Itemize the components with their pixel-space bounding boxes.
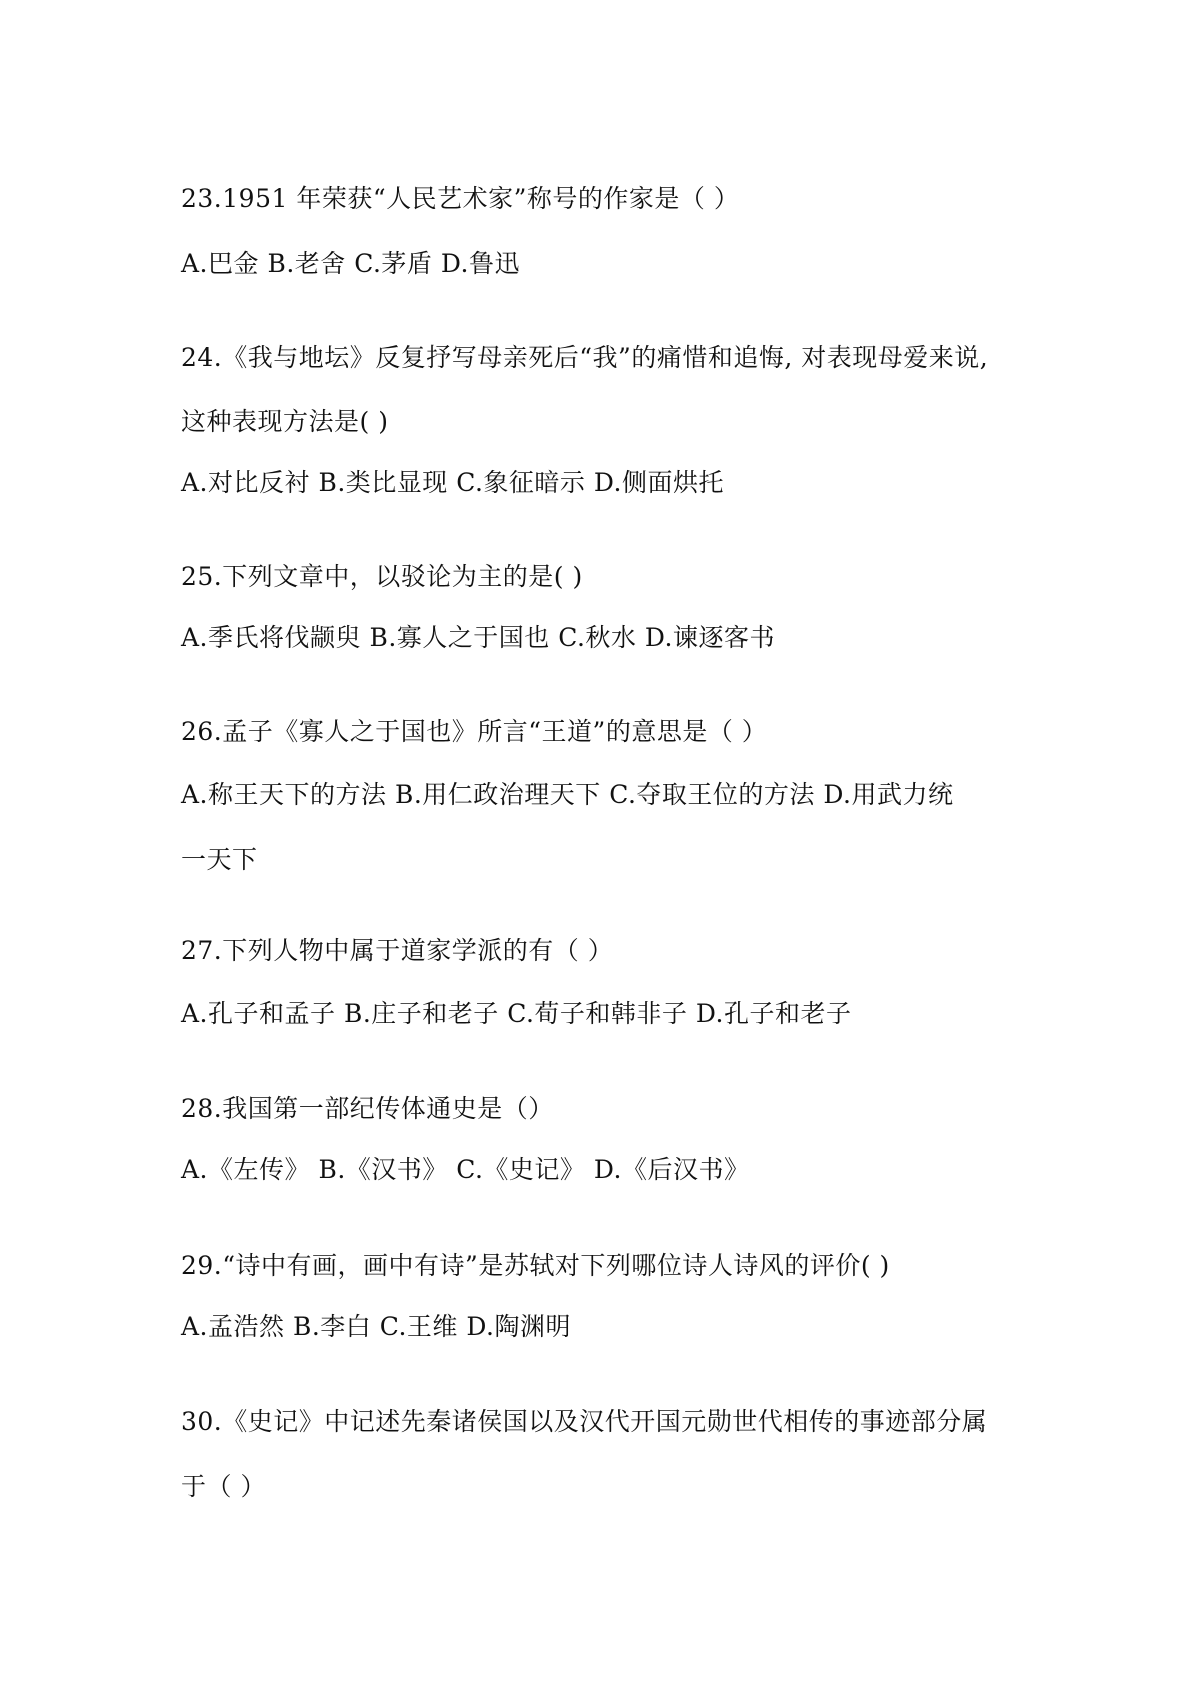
question-28-text: 28.我国第一部纪传体通史是（） [181,1094,554,1123]
question-25-options: A.季氏将伐颛臾 B.寡人之于国也 C.秋水 D.谏逐客书 [181,623,775,652]
question-24-text-cont: 这种表现方法是( ) [181,407,389,436]
question-27-text: 27.下列人物中属于道家学派的有（ ） [181,936,614,965]
question-28-options: A.《左传》 B.《汉书》 C.《史记》 D.《后汉书》 [181,1155,750,1184]
question-26-options-cont: 一天下 [181,845,258,874]
question-26-text: 26.孟子《寡人之于国也》所言“王道”的意思是（ ） [181,717,768,746]
question-30-text-cont: 于（ ） [181,1472,266,1501]
question-24-text: 24.《我与地坛》反复抒写母亲死后“我”的痛惜和追悔, 对表现母爱来说, [181,343,989,372]
question-23-options: A.巴金 B.老舍 C.茅盾 D.鲁迅 [181,249,520,278]
question-23-text: 23.1951 年荣获“人民艺术家”称号的作家是（ ） [181,184,740,213]
question-26-options: A.称王天下的方法 B.用仁政治理天下 C.夺取王位的方法 D.用武力统 [181,780,954,809]
question-29-options: A.孟浩然 B.李白 C.王维 D.陶渊明 [181,1312,571,1341]
question-29-text: 29.“诗中有画，画中有诗”是苏轼对下列哪位诗人诗风的评价( ) [181,1251,890,1280]
question-24-options: A.对比反衬 B.类比显现 C.象征暗示 D.侧面烘托 [181,468,724,497]
question-25-text: 25.下列文章中，以驳论为主的是( ) [181,562,583,591]
question-30-text: 30.《史记》中记述先秦诸侯国以及汉代开国元勋世代相传的事迹部分属 [181,1407,988,1436]
question-27-options: A.孔子和孟子 B.庄子和老子 C.荀子和韩非子 D.孔子和老子 [181,999,852,1028]
